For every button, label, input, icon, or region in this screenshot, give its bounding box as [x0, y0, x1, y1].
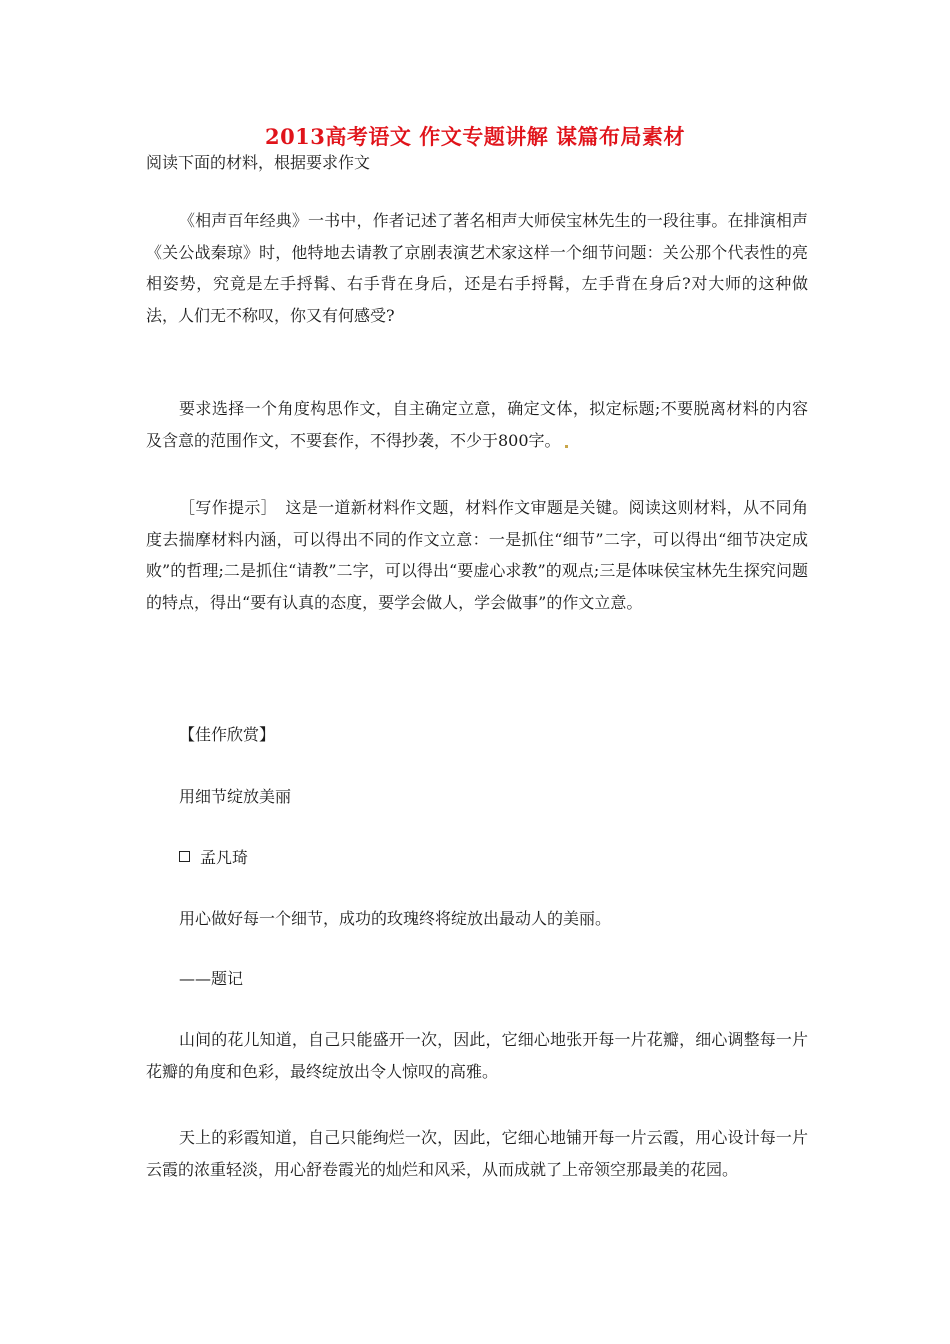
- document-title: 2013高考语文 作文专题讲解 谋篇布局素材: [264, 124, 686, 149]
- section-heading: 【佳作欣赏】: [179, 725, 276, 744]
- essay-paragraph-2: 天上的彩霞知道，自己只能绚烂一次，因此，它细心地铺开每一片云霞，用心设计每一片云霞的浓重轻淡，用心舒卷霞光的灿烂和风采，从而成就了上帝领空那最美的花园。: [146, 1128, 808, 1179]
- author-name: 孟凡琦: [200, 848, 249, 867]
- requirement-text: 要求选择一个角度构思作文，自主确定立意，确定文体，拟定标题;不要脱离材料的内容及含意的范围作文，不要套作，不得抄袭，不少于800字。: [146, 399, 808, 450]
- stray-dot: [565, 445, 568, 448]
- epigraph-attribution: ——题记: [179, 969, 244, 988]
- writing-hint-paragraph: ［写作提示］ 这是一道新材料作文题，材料作文审题是关键。阅读这则材料，从不同角度去揣摩材料内涵，可以得出不同的作文立意：一是抓住“细节”二字，可以得出“细节决定成败”的哲理;二是抓住“请教”二字，可以得出“要虚心求教”的观点;三是体味侯宝林先生探究问题的特点，得出“要有认真的态度，要学会做人，学会做事”的作文立意。: [146, 498, 808, 612]
- requirement-paragraph: [146, 393, 808, 456]
- instruction-line: 阅读下面的材料，根据要求作文: [146, 153, 371, 172]
- essay-paragraph-1: 山间的花儿知道，自己只能盛开一次，因此，它细心地张开每一片花瓣，细心调整每一片花瓣的角度和色彩，最终绽放出令人惊叹的高雅。: [146, 1030, 808, 1081]
- author-line: [179, 847, 248, 869]
- epigraph: 用心做好每一个细节，成功的玫瑰终将绽放出最动人的美丽。: [179, 909, 612, 928]
- essay-title: 用细节绽放美丽: [179, 787, 292, 806]
- material-paragraph: 《相声百年经典》一书中，作者记述了著名相声大师侯宝林先生的一段往事。在排演相声《关公战秦琼》时，他特地去请教了京剧表演艺术家这样一个细节问题：关公那个代表性的亮相姿势，究竟是左手捋髯、右手背在身后，还是右手捋髯，左手背在身后?对大师的这种做法，人们无不称叹，你又有何感受?: [146, 211, 808, 325]
- checkbox-mark-icon: [179, 851, 190, 862]
